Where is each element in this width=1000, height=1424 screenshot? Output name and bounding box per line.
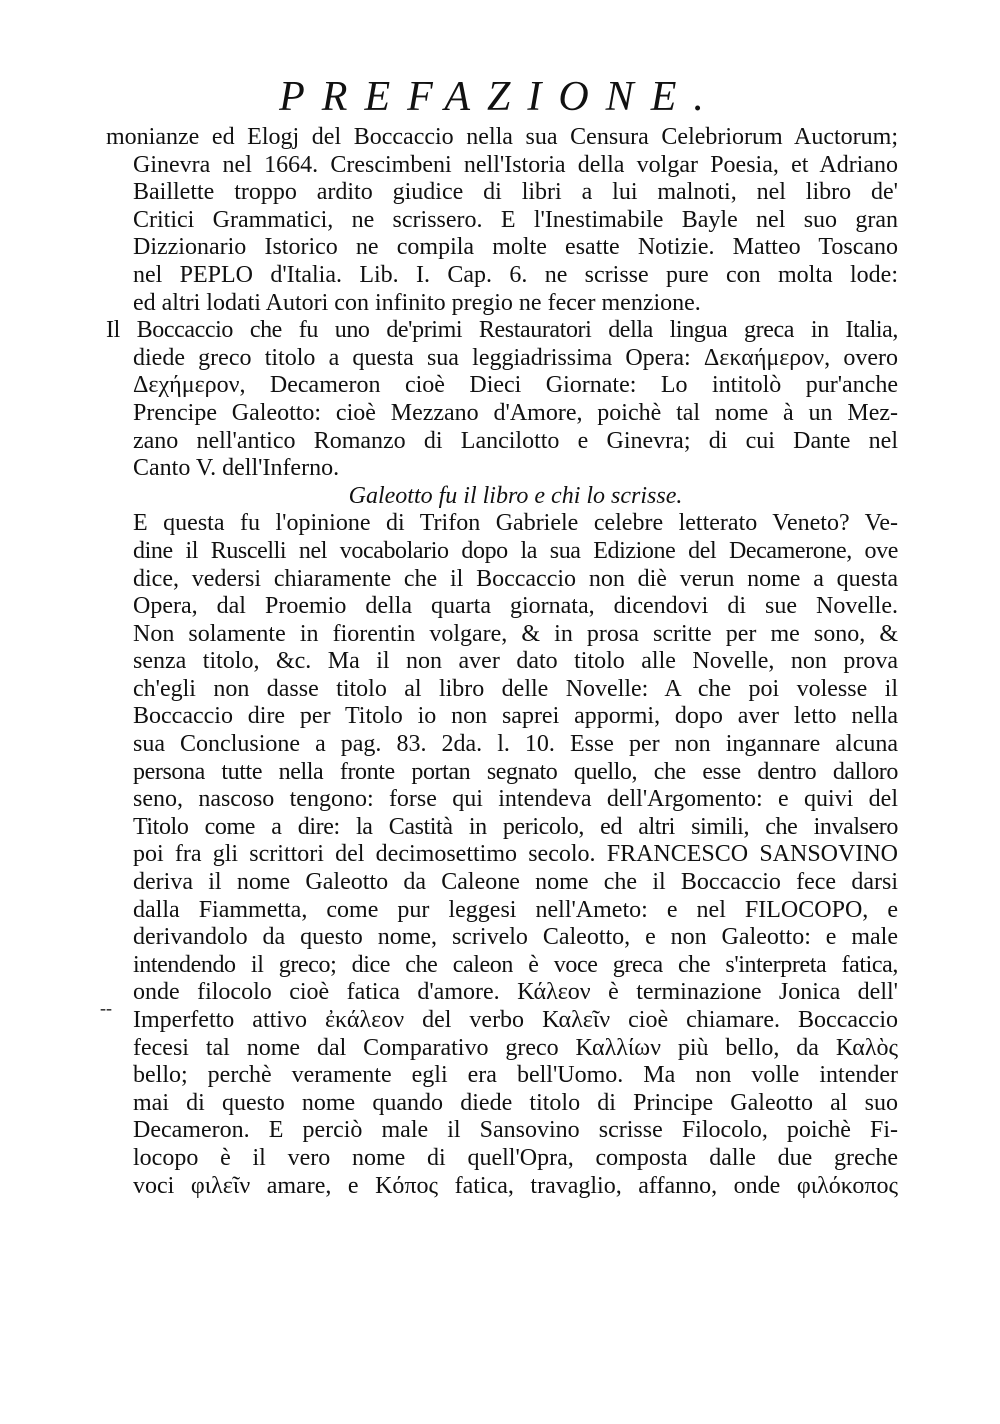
running-title: PREFAZIONE. — [279, 74, 721, 120]
text-line: dice, vedersi chiaramente che il Boccaccio non diè verun nome a questa — [133, 565, 898, 592]
text-line: Imperfetto attivo ἐκάλεον del verbo Καλεῖν cioè chiamare. Boccaccio — [133, 1007, 898, 1033]
text-line: monianze ed Elogj del Boccaccio nella sua Censura Celebriorum Auctorum; — [106, 124, 898, 150]
text-line: Boccaccio dire per Titolo io non saprei appormi, dopo aver letto nella — [133, 703, 898, 730]
text-line: Non solamente in fiorentin volgare, & in prosa scritte per me sono, & — [133, 620, 898, 647]
text-line: Ginevra nel 1664. Crescimbeni nell'Istoria della volgar Poesia, et Adriano — [133, 151, 898, 178]
text-line: Baillette troppo ardito giudice di libri a lui malnoti, nel libro de' — [133, 179, 898, 206]
text-line: Canto V. dell'Inferno. — [133, 455, 340, 482]
text-line: Critici Grammatici, ne scrissero. E l'Inestimabile Bayle nel suo gran — [133, 206, 898, 233]
text-line: Il Boccaccio che fu uno de'primi Restauratori della lingua greca in Italia, — [106, 317, 898, 344]
text-line: intendendo il greco; dice che caleon è voce greca che s'interpreta fatica, — [133, 951, 898, 978]
text-line: voci φιλεῖν amare, e Κόπος fatica, travaglio, affanno, onde φιλόκοπος — [133, 1172, 898, 1199]
text-line: Dizzionario Istorico ne compila molte esatte Notizie. Matteo Toscano — [133, 234, 898, 261]
text-line: Decameron. E perciò male il Sansovino scrisse Filocolo, poichè Fi- — [133, 1117, 898, 1144]
text-line: bello; perchè veramente egli era bell'Uomo. Ma non volle intender — [133, 1062, 898, 1089]
text-line: E questa fu l'opinione di Trifon Gabriele celebre letterato Veneto? Ve- — [133, 510, 898, 537]
text-line: onde filocolo cioè fatica d'amore. Κάλεον è terminazione Jonica dell' — [133, 979, 898, 1006]
text-line: dine il Ruscelli nel vocabolario dopo la sua Edizione del Decamerone, ove — [133, 537, 898, 564]
text-line: Titolo come a dire: la Castità in pericolo, ed altri simili, che invalsero — [133, 813, 898, 840]
text-line: locopo è il vero nome di quell'Opra, composta dalle due greche — [133, 1144, 898, 1171]
text-line: nel PEPLO d'Italia. Lib. I. Cap. 6. ne scrisse pure con molta lode: — [133, 261, 898, 288]
text-line: Prencipe Galeotto: cioè Mezzano d'Amore, poichè tal nome à un Mez- — [133, 399, 898, 426]
text-line: Opera, dal Proemio della quarta giornata, dicendovi di sue Novelle. — [133, 593, 898, 620]
text-line: derivandolo da questo nome, scrivelo Caleotto, e non Galeotto: e male — [133, 924, 898, 951]
body-text — [106, 124, 898, 1200]
text-line: diede greco titolo a questa sua leggiadrissima Opera: Δεκαήμερον, overo — [133, 344, 898, 371]
text-line: mai di questo nome quando diede titolo di Principe Galeotto al suo — [133, 1089, 898, 1116]
text-line: zano nell'antico Romanzo di Lancilotto e Ginevra; di cui Dante nel — [133, 427, 898, 454]
margin-mark: -- — [100, 998, 112, 1018]
text-line: ch'egli non dasse titolo al libro delle Novelle: A che poi volesse il — [133, 675, 898, 702]
text-line: senza titolo, &c. Ma il non aver dato titolo alle Novelle, non prova — [133, 648, 898, 675]
text-line: persona tutte nella fronte portan segnato quello, che esse dentro dalloro — [133, 758, 898, 785]
text-line: deriva il nome Galeotto da Caleone nome che il Boccaccio fece darsi — [133, 869, 898, 896]
text-line: seno, nascoso tengono: forse qui intendeva dell'Argomento: e quivi del — [133, 786, 898, 813]
text-line: fecesi tal nome dal Comparativo greco Καλλίων più bello, da Καλὸς — [133, 1034, 898, 1061]
text-line: poi fra gli scrittori del decimosettimo secolo. FRANCESCO SANSOVINO — [133, 841, 898, 868]
text-line: dalla Fiammetta, come pur leggesi nell'Ameto: e nel FILOCOPO, e — [133, 896, 898, 923]
text-line: ed altri lodati Autori con infinito pregio ne fecer menzione. — [133, 289, 701, 316]
text-line: sua Conclusione a pag. 83. 2da. l. 10. Esse per non ingannare alcuna — [133, 731, 898, 758]
text-line: Δεχήμερον, Decameron cioè Dieci Giornate: Lo intitolò pur'anche — [133, 372, 898, 399]
verse-quote: Galeotto fu il libro e chi lo scrisse. — [348, 482, 683, 509]
